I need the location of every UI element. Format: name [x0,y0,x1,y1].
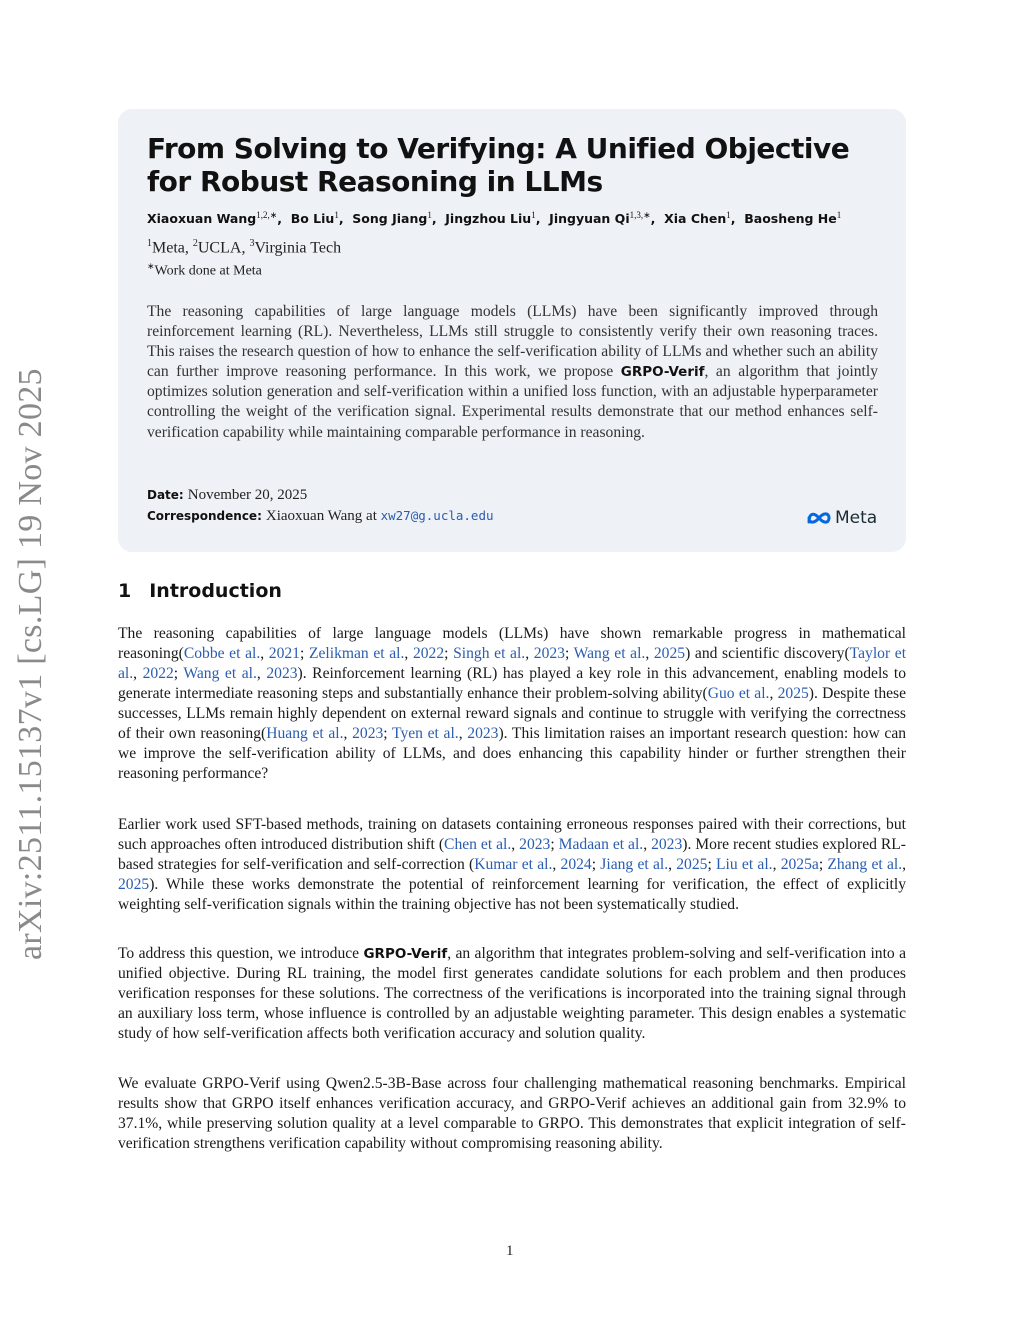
method-name: GRPO-Verif [363,946,448,962]
citation-link[interactable]: 2023 [651,836,683,853]
meta-logo: Meta [806,508,877,528]
citation-link[interactable]: 2025 [118,876,150,893]
citation-link[interactable]: Liu et al. [716,856,773,873]
citation-link[interactable]: 2025 [777,685,809,702]
citation-link[interactable]: Taylor et al. [118,645,907,682]
arxiv-identifier: arXiv:2511.15137v1 [cs.LG] 19 Nov 2025 [12,368,49,960]
email-link[interactable]: xw27@g.ucla.edu [380,508,494,523]
intro-paragraph-3: To address this question, we introduce GRPO-Verif, an algorithm that integrates problem-solving and self-verification into a unified objective. During RL training, the model first generates candidate solutions for each problem and then produces verification responses for these solutions. The correctness of the verifications is incorporated into the training signal through an auxiliary loss term, whose influence is controlled by an adjustable weighting parameter. This design enables a systematic study of how self-verification affects both verification accuracy and solution quality. [118,945,907,1042]
citation-link[interactable]: 2025 [653,645,686,662]
citation-link[interactable]: 2023 [519,836,551,853]
citation-link[interactable]: 2022 [142,665,174,682]
meta-infinity-icon [806,510,832,526]
date-line: Date: November 20, 2025 [147,487,308,503]
citation-link[interactable]: Madaan et al. [558,836,644,853]
section-heading: 1 Introduction [118,580,282,602]
correspondence-line: Correspondence: Xiaoxuan Wang at xw27@g.ucla.edu [147,508,494,524]
author: Jingzhou Liu$^1$ [445,210,536,227]
citation-link[interactable]: Huang et al. [266,725,344,742]
intro-paragraph-4: We evaluate GRPO-Verif using Qwen2.5-3B-Base across four challenging mathematical reasoning benchmarks. Empirical results show that GRPO itself enhances verification accuracy, and GRPO-Verif achieves an additional gain from 32.9% to 37.1%, while preserving solution quality at a level comparable to GRPO. This demonstrates that explicit integration of self-verification strengthens verification capability without compromising reasoning ability. [118,1075,906,1152]
author: Baosheng He$^1$ [744,210,842,227]
citation-link[interactable]: Jiang et al. [600,856,669,873]
author-footnote: ∗Work done at Meta [147,261,262,279]
citation-link[interactable]: Zelikman et al. [308,645,405,662]
intro-paragraph-1: The reasoning capabilities of large language models (LLMs) have shown remarkable progress in mathematical reasoning(Cobbe et al., 2021; Zelikman et al., 2022; Singh et al., 2023; Wang et al., 2025) and scientific discovery(Taylor et al., 2022; Wang et al., 2023). Reinforcement learning (RL) has played a key role in this advancement, enabling models to generate intermediate reasoning steps and substantially enhance their problem-solving ability(Guo et al., 2025). Despite these successes, LLMs remain highly dependent on external reward signals and continue to struggle with verifying the correctness of their own reasoning(Huang et al., 2023; Tyen et al., 2023). This limitation raises an important research question: how can we improve the self-verification ability of LLMs, and does enhancing this capability hinder or further strengthen their reasoning performance? [118,625,907,782]
author: Jingyuan $Qi^{1,3,∗}$ [549,210,651,227]
citation-link[interactable]: Guo et al. [707,685,770,702]
page-number: 1 [506,1243,514,1259]
citation-link[interactable]: 2023 [533,645,565,662]
citation-link[interactable]: 2023 [352,725,384,742]
citation-link[interactable]: Chen et al. [444,836,512,853]
citation-link[interactable]: Wang et al. [183,665,257,682]
citation-link[interactable]: 2022 [412,645,445,662]
citation-link[interactable]: 2024 [560,856,592,873]
intro-paragraph-2: Earlier work used SFT-based methods, training on datasets containing erroneous responses paired with their corrections, but such approaches often introduced distribution shift (Chen et al., 2023; Madaan et al., 2023). More recent studies explored RL-based strategies for self-verification and self-correction (Kumar et al., 2024; Jiang et al., 2025; Liu et al., 2025a; Zhang et al., 2025). While these works demonstrate the potential of reinforcement learning for verification, the effect of explicitly weighting self-verification signals within the training objective has not been systematically studied. [118,816,907,913]
citation-link[interactable]: 2025a [780,856,819,873]
citation-link[interactable]: Wang et al. [573,645,646,662]
author: Xiaoxuan Wang$^{1,2,∗}$ [147,210,278,227]
abstract: The reasoning capabilities of large language models (LLMs) have been significantly improved through reinforcement learning (RL). Nevertheless, LLMs still struggle to consistently verify their own reasoning traces. This raises the research question of how to enhance the self-verification ability of LLMs and whether such an ability can further improve reasoning performance. In this work, we propose GRPO-Verif, an algorithm that jointly optimizes solution generation and self-verification within a unified loss function, with an adjustable hyperparameter controlling the weight of the verification signal. Experimental results demonstrate that our method enhances self-verification capability while maintaining comparable performance in reasoning. [147,303,879,441]
author-list: Xiaoxuan Wang$^{1,2,∗}$, Bo Liu$^1$, Song Jiang$^1$, Jingzhou Liu$^1$, Jingyuan $Qi^{1,3,∗}$, Xia Chen$^1$, Baosheng He$^1$ [147,210,842,227]
citation-link[interactable]: 2025 [676,856,708,873]
author: Xia Chen$^1$ [664,210,731,227]
affiliations: $^1$Meta, $^2$UCLA, $^3$Virginia Tech [147,238,342,257]
citation-link[interactable]: Kumar et al. [474,856,553,873]
citation-link[interactable]: 2023 [266,665,298,682]
citation-link[interactable]: 2021 [268,645,300,662]
citation-link[interactable]: Tyen et al. [392,725,459,742]
citation-link[interactable]: Cobbe et al. [183,645,261,662]
paper-title: From Solving to Verifying: A Unified Objective for Robust Reasoning in LLMs [147,132,850,198]
citation-link[interactable]: Zhang et al. [827,856,903,873]
method-name: GRPO-Verif [620,364,705,381]
citation-link[interactable]: 2023 [467,725,499,742]
citation-link[interactable]: Singh et al. [453,645,526,662]
author: Song Jiang$^1$ [352,210,432,227]
author: Bo Liu$^1$ [290,210,339,227]
